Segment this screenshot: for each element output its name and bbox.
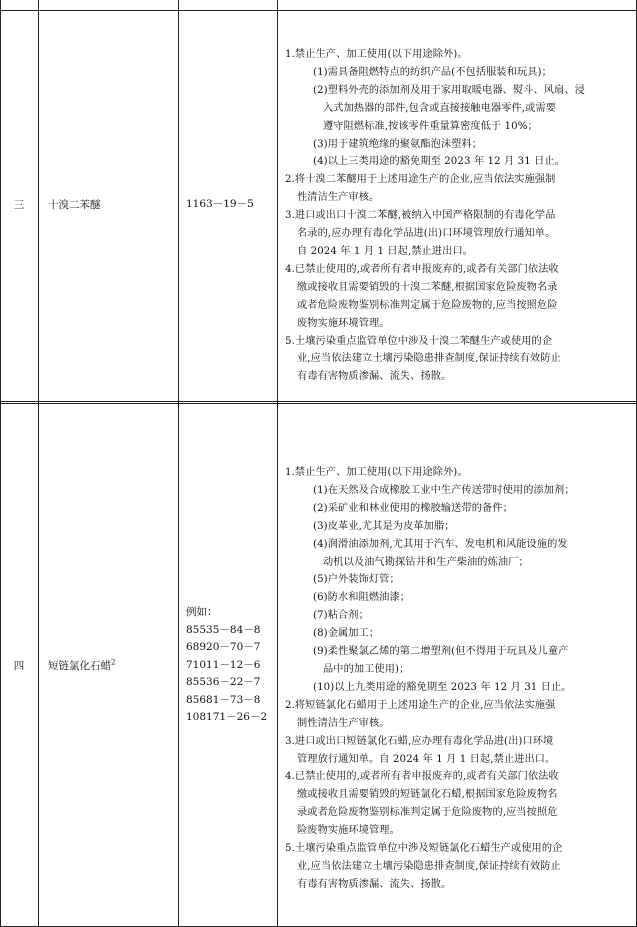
row-divider	[0, 401, 637, 402]
column-divider	[277, 0, 278, 927]
requirement-line: (1)需具备阻燃特点的纺织产品(不包括服装和玩具)；	[313, 66, 552, 78]
requirements-cell	[285, 46, 633, 386]
requirement-line: (9)柔性聚氯乙烯的第二增塑剂(但不得用于玩具及儿童产	[313, 646, 569, 658]
requirement-line: 入式加热器的部件,包含或直接接触电器零件,或需要	[323, 102, 556, 114]
row-number: 四	[13, 660, 25, 672]
requirement-line: (3)皮革业,尤其是为皮革加脂；	[313, 520, 455, 532]
requirement-line: 业,应当依法建立土壤污染隐患排查制度,保证持续有效防止	[297, 353, 561, 365]
requirement-line: 2.将十溴二苯醚用于上述用途生产的企业,应当依法实施强制	[285, 174, 556, 186]
requirement-line: 录或者危险废物鉴别标准判定属于危险废物的,应当按照危	[297, 807, 558, 819]
requirement-line: 自 2024 年 1 月 1 日起,禁止进出口。	[297, 245, 474, 257]
requirement-line: 1.禁止生产、加工使用(以下用途除外)。	[285, 467, 468, 478]
requirement-line: 性清洁生产审核。	[297, 192, 380, 204]
substance-name-text: 短链氯化石蜡	[48, 660, 111, 672]
requirement-line: (4)以上三类用途的豁免期至 2023 年 12 月 31 日止。	[313, 156, 566, 168]
substance-name	[48, 657, 115, 675]
cas-line: 例如：	[186, 606, 218, 618]
requirement-line: (5)户外装饰灯管；	[313, 574, 400, 586]
requirement-line: (3)用于建筑绝缘的聚氨酯泡沫塑料；	[313, 138, 483, 150]
requirement-line: 5.土壤污染重点监管单位中涉及短链氯化石蜡生产或使用的企	[285, 843, 563, 855]
requirement-line: 管理放行通知单。自 2024 年 1 月 1 日起,禁止进出口。	[297, 753, 556, 765]
requirement-line: 3.进口或出口短链氯化石蜡,应办理有毒化学品进(出)口环境	[285, 735, 554, 747]
requirement-line: (2)采矿业和林业使用的橡胶输送带的备件；	[313, 502, 513, 514]
row-divider	[0, 10, 637, 11]
requirement-line: (2)塑料外壳的添加剂及用于家用取暖电器、熨斗、风扇、浸	[313, 84, 585, 96]
substance-name-text: 十溴二苯醚	[48, 199, 101, 211]
requirement-line: 1.禁止生产、加工使用(以下用途除外)。	[285, 49, 468, 60]
requirement-line: 5.土壤污染重点监管单位中涉及十溴二苯醚生产或使用的企	[285, 335, 553, 347]
column-divider	[38, 0, 39, 927]
requirement-line: 4.已禁止使用的,或者所有者申报废弃的,或者有关部门依法收	[285, 771, 559, 783]
requirement-line: 2.将短链氯化石蜡用于上述用途生产的企业,应当依法实施强	[285, 699, 556, 711]
cas-line: 1163－19－5	[186, 198, 254, 210]
requirement-line: 制性清洁生产审核。	[297, 717, 390, 729]
requirement-line: (1)在天然及合成橡胶工业中生产传送带时使用的添加剂；	[313, 484, 575, 496]
column-divider	[0, 0, 1, 927]
cas-line: 71011－12－6	[186, 658, 261, 671]
footnote-marker: 2	[111, 658, 116, 667]
cas-number-list	[186, 604, 267, 727]
requirement-line: 险废物实施环境管理。	[297, 825, 400, 837]
cas-line: 85536－22－7	[186, 676, 261, 688]
requirements-cell	[285, 464, 633, 894]
cas-line: 68920－70－7	[186, 641, 261, 653]
requirement-line: (6)防水和阻燃油漆；	[313, 592, 411, 604]
requirement-line: 4.已禁止使用的,或者所有者申报废弃的,或者有关部门依法收	[285, 263, 559, 275]
substance-name	[48, 196, 101, 214]
requirement-line: 缴或接收且需要销毁的十溴二苯醚,根据国家危险废物名录	[297, 281, 558, 293]
requirement-line: 有毒有害物质渗漏、流失、扬散。	[297, 371, 452, 383]
requirement-line: 缴或接收且需要销毁的短链氯化石蜡,根据国家危险废物名	[297, 789, 558, 801]
requirement-line: 废物实施环境管理。	[297, 317, 390, 329]
requirement-line: 品中的加工使用)；	[323, 663, 410, 675]
column-divider	[178, 0, 179, 927]
requirement-line: 或者危险废物鉴别标准判定属于危险废物的,应当按照危险	[297, 299, 558, 311]
requirement-line: 遵守阻燃标准,按该零件重量算密度低于 10%；	[323, 120, 538, 132]
requirement-line: 动机以及油气勘探钻井和生产柴油的炼油厂；	[323, 556, 529, 568]
requirement-line: (7)粘合剂；	[313, 610, 369, 622]
cas-line: 108171－26－2	[186, 711, 268, 723]
requirement-line: (4)润滑油添加剂,尤其用于汽车、发电机和风能设施的发	[313, 538, 568, 550]
requirement-line: (8)金属加工；	[313, 628, 380, 640]
cas-number	[186, 196, 254, 214]
requirement-line: (10)以上九类用途的豁免期至 2023 年 12 月 31 日止。	[313, 681, 572, 693]
row-divider	[0, 403, 637, 404]
requirement-line: 业,应当依法建立土壤污染隐患排查制度,保证持续有效防止	[297, 860, 561, 872]
requirement-line: 有毒有害物质渗漏、流失、扬散。	[297, 878, 452, 890]
row-number: 三	[13, 199, 25, 211]
requirement-line: 3.进口或出口十溴二苯醚,被纳入中国严格限制的有毒化学品	[285, 210, 556, 222]
cas-line: 85681－73－8	[186, 693, 261, 706]
cas-line: 85535－84－8	[186, 623, 261, 636]
requirement-line: 名录的,应办理有毒化学品进(出)口环境管理放行通知单。	[297, 228, 556, 240]
